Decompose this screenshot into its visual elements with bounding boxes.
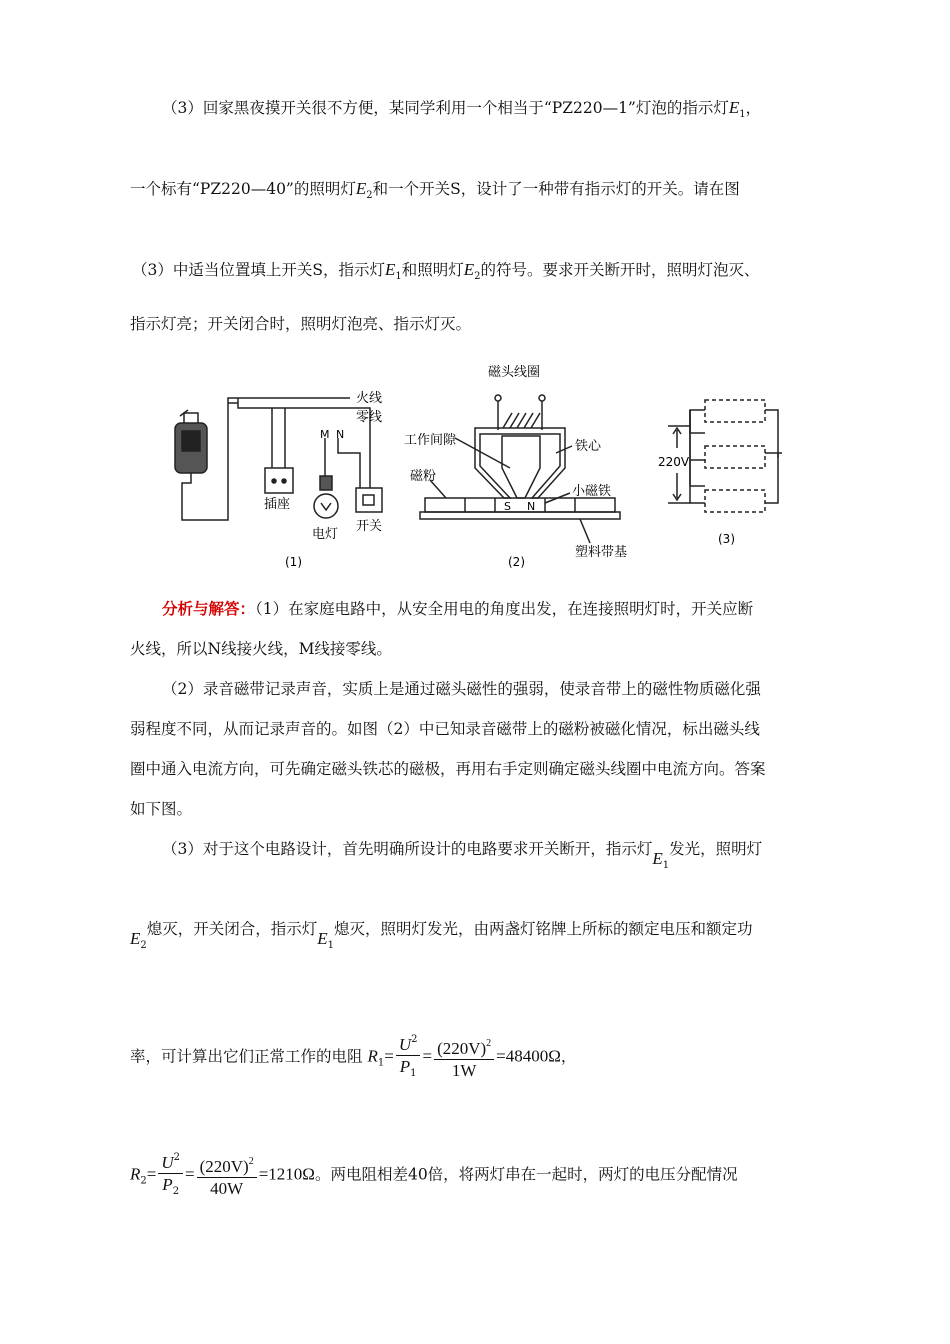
analysis-line-5: 圈中通入电流方向，可先确定磁头铁芯的磁极，再用右手定则确定磁头线圈中电流方向。答案 — [130, 760, 766, 778]
question-line-3: （3）中适当位置填上开关S，指示灯$E_1$和照明灯$E_2$的符号。要求开关断开时，照明灯泡灭、 — [132, 260, 760, 282]
figure-panels — [160, 358, 800, 573]
equation-line-1: 率，可计算出它们正常工作的电阻 $R_1=$ $\frac{U^2}{P_1}$ = $\frac{(220V)^2}{1W}$ =48400Ω， — [130, 1030, 576, 1086]
fig1-switch-label: 开关 — [356, 519, 383, 534]
fig3-caption: (3) — [718, 532, 735, 546]
fig1-socket-label: 插座 — [264, 497, 291, 512]
fig2-powder-label: 磁粉 — [410, 469, 437, 484]
eq1-fraction-2: $\frac{(220V)^2}{1W}$ — [434, 1034, 494, 1082]
fig2-small-magnet-label: 小磁铁 — [572, 484, 612, 499]
fig2-caption: (2) — [508, 555, 525, 569]
figure-svg — [160, 358, 800, 573]
fig3-voltage-label: 220V — [658, 455, 690, 469]
analysis-line-7: （3）对于这个电路设计，首先明确所设计的电路要求开关断开，指示灯$E_1$发光，照明灯 — [162, 840, 763, 871]
fig2-s-label: S — [504, 500, 511, 513]
tape-magnetic-powder — [425, 498, 615, 512]
fig2-n-label: N — [527, 500, 536, 513]
dashed-box-1 — [705, 400, 765, 422]
equation-line-2: $R_2=$ $\frac{U^2}{P_2}$ = $\frac{(220V)^2}{40W}$ =1210Ω。两电阻相差40倍，将两灯串在一起时，两灯的电压分配情况 — [130, 1148, 738, 1204]
tape-plastic-base — [420, 512, 620, 519]
fig1-m-label: M — [320, 428, 330, 441]
bulb-icon — [314, 494, 338, 518]
eq2-fraction-2: $\frac{(220V)^2}{40W}$ — [197, 1152, 257, 1200]
iron-core-icon — [475, 428, 565, 498]
fig1-fire-label: 火线 — [356, 391, 383, 406]
fig1-caption: (1) — [285, 555, 302, 569]
fig1-lamp-label: 电灯 — [312, 527, 339, 542]
eq1-fraction-1: $\frac{U^2}{P_1}$ — [396, 1030, 421, 1085]
question-line-2: 一个标有“PZ220—40”的照明灯$E_2$和一个开关S，设计了一种带有指示灯的开关。请在图 — [130, 179, 740, 201]
fig2-base-label: 塑料带基 — [575, 545, 628, 560]
analysis-line-6: 如下图。 — [130, 800, 193, 818]
question-line-1: （3）回家黑夜摸开关很不方便，某同学利用一个相当于“PZ220—1”灯泡的指示灯$E_1$， — [162, 98, 762, 120]
dashed-box-2 — [705, 446, 765, 468]
coil-icon — [503, 413, 540, 428]
analysis-line-4: 弱程度不同，从而记录声音的。如图（2）中已知录音磁带上的磁粉被磁化情况，标出磁头线 — [130, 720, 760, 738]
analysis-line-2: 火线，所以N线接火线，M线接零线。 — [130, 640, 392, 658]
fig2-coil-label: 磁头线圈 — [488, 365, 541, 380]
fig2-magnetic-head — [420, 395, 620, 543]
eq2-fraction-1: $\frac{U^2}{P_2}$ — [158, 1148, 183, 1203]
fig2-gap-label: 工作间隙 — [404, 433, 457, 448]
socket-icon — [265, 468, 293, 493]
fig1-n-label: N — [336, 428, 345, 441]
fig2-core-label: 铁心 — [575, 439, 602, 454]
switch-box-icon — [356, 488, 382, 512]
analysis-line-1: 分析与解答：（1）在家庭电路中，从安全用电的角度出发，在连接照明灯时，开关应断 — [162, 599, 754, 618]
fig1-zero-label: 零线 — [356, 410, 383, 425]
dashed-box-3 — [705, 490, 765, 512]
question-line-4: 指示灯亮；开关闭合时，照明灯泡亮、指示灯灭。 — [130, 315, 472, 333]
analysis-line-8: $E_2$熄灭，开关闭合，指示灯$E_1$熄灭，照明灯发光，由两盏灯铭牌上所标的额定电压和额定功 — [130, 920, 753, 951]
lamp-holder-icon — [320, 476, 332, 490]
analysis-heading: 分析与解答： — [162, 599, 256, 618]
analysis-line-3: （2）录音磁带记录声音，实质上是通过磁头磁性的强弱，使录音带上的磁性物质磁化强 — [162, 680, 761, 698]
